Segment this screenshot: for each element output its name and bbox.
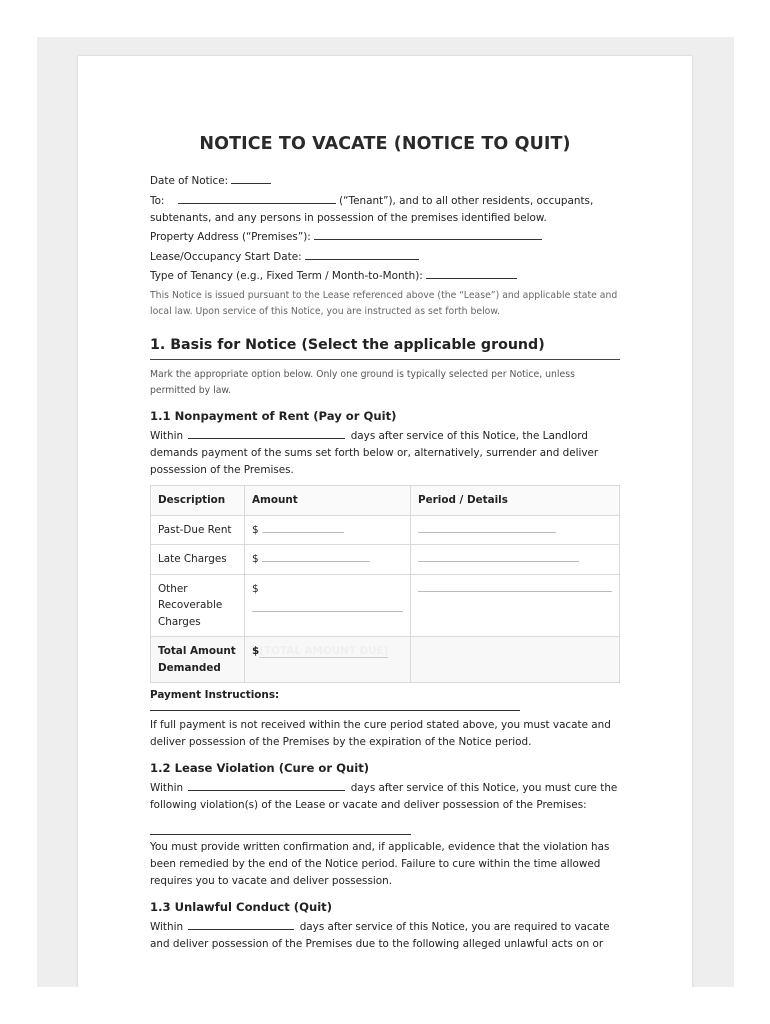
section-1-3-heading: 1.3 Unlawful Conduct (Quit) — [150, 900, 333, 914]
dollar-sign: $ — [252, 645, 260, 657]
payment-instructions-blank[interactable] — [150, 710, 520, 711]
days-blank-1-1[interactable] — [188, 428, 345, 439]
amount-blank[interactable] — [262, 522, 344, 533]
table-total-row — [151, 637, 620, 683]
address-blank[interactable] — [314, 229, 542, 240]
dollar-sign: $ — [252, 553, 259, 565]
within-label: Within — [150, 921, 184, 933]
section-1-heading: 1. Basis for Notice (Select the applicable ground) — [150, 337, 620, 360]
row-period — [411, 574, 620, 637]
section-1-1-after: If full payment is not received within the cure period stated above, you must vacate and deliver possession of the Premises by the expiration of the Notice period. — [150, 719, 611, 748]
row-period — [411, 545, 620, 575]
to-continuation: subtenants, and any persons in possession of the premises identified below. — [150, 211, 547, 224]
within-label: Within — [150, 430, 184, 442]
table-header-row — [151, 486, 620, 516]
tenancy-blank[interactable] — [426, 268, 517, 279]
total-period — [411, 637, 620, 683]
dollar-sign: $ — [252, 523, 259, 536]
within-label: Within — [150, 782, 184, 794]
period-blank[interactable] — [418, 581, 612, 592]
to-label: To: — [150, 194, 165, 207]
section-1-note: Mark the appropriate option below. Only one ground is typically selected per Notice, unless permitted by law. — [150, 369, 575, 396]
amounts-table — [150, 485, 620, 683]
tenancy-label: Type of Tenancy (e.g., Fixed Term / Month-to-Month): — [150, 270, 423, 282]
section-1-1-body: days after service of this Notice, the Landlord demands payment of the sums set forth below or, alternatively, surrender and deliver possession of the Premises. — [150, 430, 599, 476]
start-date-label: Lease/Occupancy Start Date: — [150, 250, 302, 263]
section-1-1-heading: 1.1 Nonpayment of Rent (Pay or Quit) — [150, 409, 397, 423]
total-amount — [245, 637, 411, 683]
dollar-sign: $ — [252, 582, 259, 595]
row-description: Past-Due Rent — [151, 515, 245, 545]
days-blank-1-2[interactable] — [188, 780, 345, 791]
section-1-3-body: days after service of this Notice, you are required to vacate and deliver possession of the Premises due to the following alleged unlawful acts on or — [150, 921, 610, 950]
section-1-2-text — [150, 780, 620, 814]
row-amount — [245, 515, 411, 545]
header-amount: Amount — [245, 486, 411, 516]
payment-instructions-label: Payment Instructions: — [150, 689, 280, 701]
violation-blank[interactable] — [150, 834, 411, 835]
document-viewer[interactable] — [37, 37, 734, 987]
tenant-name-blank[interactable] — [178, 193, 336, 204]
section-1-3-text — [150, 919, 620, 953]
amount-blank[interactable] — [252, 601, 403, 612]
total-label: Total Amount Demanded — [151, 637, 245, 683]
date-field — [150, 173, 620, 190]
period-blank[interactable] — [418, 522, 556, 533]
address-label: Property Address (“Premises”): — [150, 231, 311, 243]
document-body — [150, 173, 620, 953]
row-amount — [245, 574, 411, 637]
total-placeholder[interactable]: [TOTAL AMOUNT DUE] — [259, 645, 389, 657]
intro-note: This Notice is issued pursuant to the Lease referenced above (the “Lease”) and applicable state and local law. Upon service of this Notice, you are instructed as set forth below. — [150, 290, 618, 317]
to-field — [150, 193, 620, 210]
header-description: Description — [151, 486, 245, 516]
period-blank[interactable] — [418, 551, 579, 562]
start-date-field — [150, 249, 620, 266]
section-1-1-text — [150, 428, 620, 479]
table-row — [151, 515, 620, 545]
document-page — [78, 56, 692, 987]
row-amount — [245, 545, 411, 575]
document-title: NOTICE TO VACATE (NOTICE TO QUIT) — [199, 134, 571, 154]
tenancy-field — [150, 268, 620, 285]
row-description: Other Recoverable Charges — [151, 574, 245, 637]
table-row — [151, 545, 620, 575]
date-blank[interactable] — [231, 173, 271, 184]
address-field — [150, 229, 620, 246]
row-period — [411, 515, 620, 545]
row-description: Late Charges — [151, 545, 245, 575]
section-1-2-after: You must provide written confirmation and, if applicable, evidence that the violation has been remedied by the end of the Notice period. Failure to cure within the time allowed requires you to vacate and deliver possession. — [150, 841, 610, 887]
start-date-blank[interactable] — [305, 249, 419, 260]
header-period: Period / Details — [411, 486, 620, 516]
amount-blank[interactable] — [262, 551, 370, 562]
section-1-2-heading: 1.2 Lease Violation (Cure or Quit) — [150, 761, 370, 775]
days-blank-1-3[interactable] — [188, 919, 294, 930]
date-label: Date of Notice: — [150, 175, 229, 187]
to-suffix: (“Tenant”), and to all other residents, occupants, — [339, 194, 594, 207]
table-row — [151, 574, 620, 637]
section-1-2-body: days after service of this Notice, you must cure the following violation(s) of the Lease or vacate and deliver possession of the Premises: — [150, 782, 618, 811]
